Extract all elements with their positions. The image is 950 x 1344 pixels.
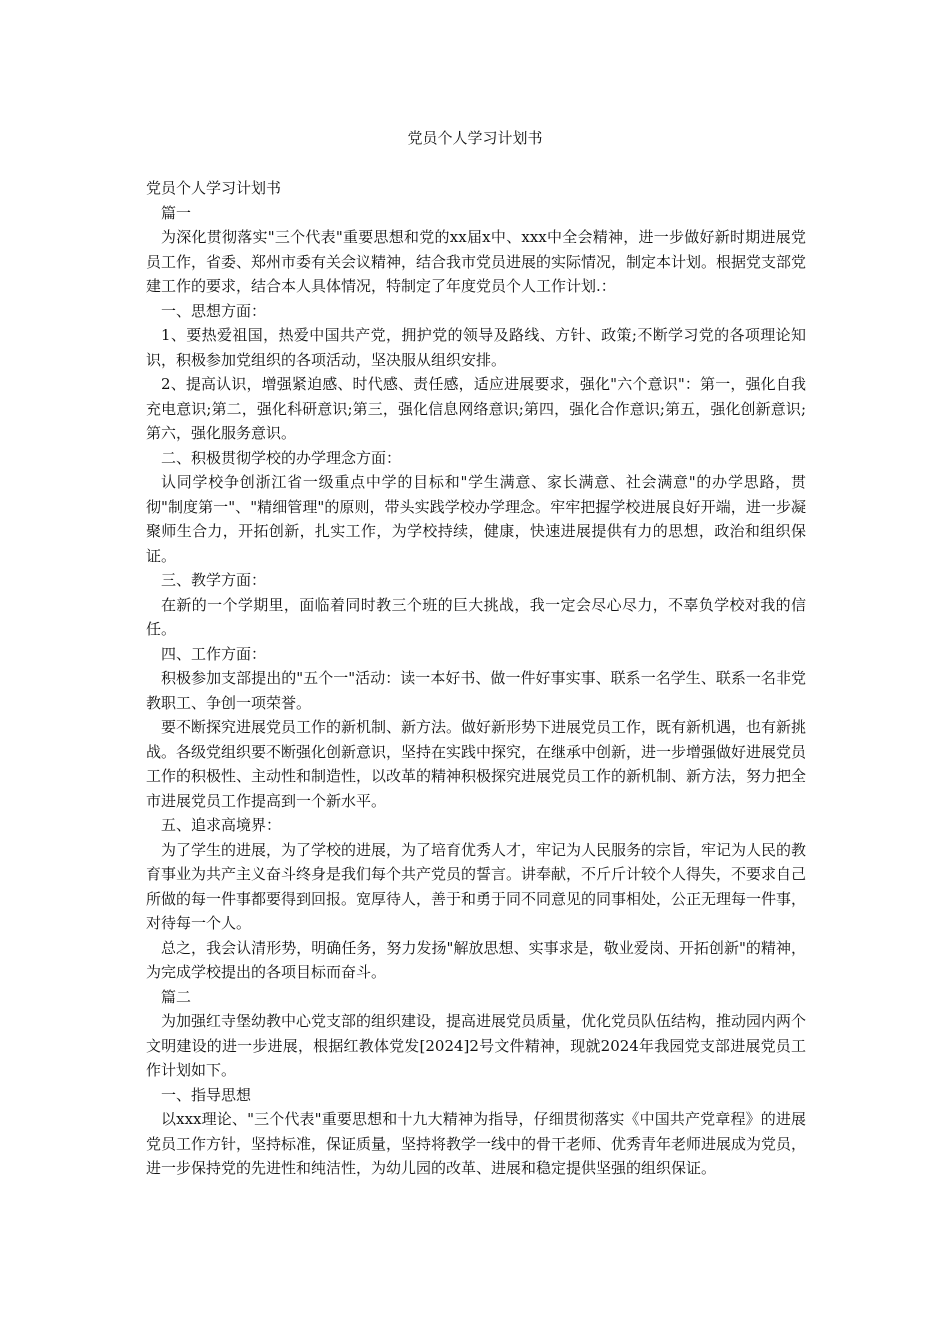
document-paragraph: 为了学生的进展，为了学校的进展，为了培育优秀人才，牢记为人民服务的宗旨，牢记为人民的教育事业为共产主义奋斗终身是我们每个共产党员的誓言。讲奉献，不斤斤计较个人得失，不要求自己所做的每一件事都要得到回报。宽厚待人，善于和勇于同不同意见的同事相处，公正无理每一件事，对待每一个人。	[146, 840, 807, 932]
document-paragraph: 篇一	[161, 203, 192, 222]
document-paragraph: 以xxx理论、"三个代表"重要思想和十九大精神为指导，仔细贯彻落实《中国共产党章程》的进展党员工作方针，坚持标准，保证质量，坚持将教学一线中的骨干老师、优秀青年老师进展成为党员，进一步保持党的先进性和纯洁性，为幼儿园的改革、进展和稳定提供坚强的组织保证。	[146, 1110, 807, 1177]
document-paragraph: 1、要热爱祖国，热爱中国共产党，拥护党的领导及路线、方针、政策;不断学习党的各项理论知识，积极参加党组织的各项活动，坚决服从组织安排。	[146, 326, 806, 369]
document-paragraph: 2、提高认识，增强紧迫感、时代感、责任感，适应进展要求，强化"六个意识"：第一，强化自我充电意识;第二，强化科研意识;第三，强化信息网络意识;第四，强化合作意识;第五，强化创新意识;第六，强化服务意识。	[146, 375, 806, 442]
document-paragraph: 要不断探究进展党员工作的新机制、新方法。做好新形势下进展党员工作，既有新机遇，也有新挑战。各级党组织要不断强化创新意识，坚持在实践中探究，在继承中创新，进一步增强做好进展党员工作的积极性、主动性和制造性，以改革的精神积极探究进展党员工作的新机制、新方法，努力把全市进展党员工作提高到一个新水平。	[146, 718, 807, 810]
document-paragraph: 认同学校争创浙江省一级重点中学的目标和"学生满意、家长满意、社会满意"的办学思路，贯彻"制度第一"、"精细管理"的原则，带头实践学校办学理念。牢牢把握学校进展良好开端，进一步凝聚师生合力，开拓创新，扎实工作，为学校持续，健康，快速进展提供有力的思想，政治和组织保证。	[146, 473, 806, 565]
document-paragraph: 一、思想方面：	[161, 301, 267, 320]
document-paragraph: 四、工作方面：	[161, 644, 267, 663]
document-paragraph: 在新的一个学期里，面临着同时教三个班的巨大挑战，我一定会尽心尽力，不辜负学校对我的信任。	[146, 595, 806, 638]
document-body	[146, 176, 806, 1181]
document-paragraph: 总之，我会认清形势，明确任务，努力发扬"解放思想、实事求是，敬业爱岗、开拓创新"的精神，为完成学校提出的各项目标而奋斗。	[146, 938, 806, 981]
document-title: 党员个人学习计划书	[407, 129, 543, 147]
document-paragraph: 二、积极贯彻学校的办学理念方面：	[161, 448, 402, 467]
document-paragraph: 党员个人学习计划书	[146, 179, 282, 197]
document-paragraph: 一、指导思想	[161, 1085, 252, 1104]
document-paragraph: 为深化贯彻落实"三个代表"重要思想和党的xx届x中、xxx中全会精神，进一步做好新时期进展党员工作，省委、郑州市委有关会议精神，结合我市党员进展的实际情况，制定本计划。根据党支部党建工作的要求，结合本人具体情况，特制定了年度党员个人工作计划.：	[146, 228, 807, 295]
document-paragraph: 为加强红寺堡幼教中心党支部的组织建设，提高进展党员质量，优化党员队伍结构，推动园内两个文明建设的进一步进展，根据红教体党发[2024]2号文件精神，现就2024年我园党支部进展党员工作计划如下。	[146, 1012, 807, 1079]
document-paragraph: 三、教学方面：	[161, 571, 267, 589]
document-paragraph: 五、追求高境界：	[161, 816, 282, 834]
document-paragraph: 积极参加支部提出的"五个一"活动：读一本好书、做一件好事实事、联系一名学生、联系一名非党教职工、争创一项荣誉。	[146, 669, 806, 712]
document-paragraph: 篇二	[161, 987, 192, 1006]
